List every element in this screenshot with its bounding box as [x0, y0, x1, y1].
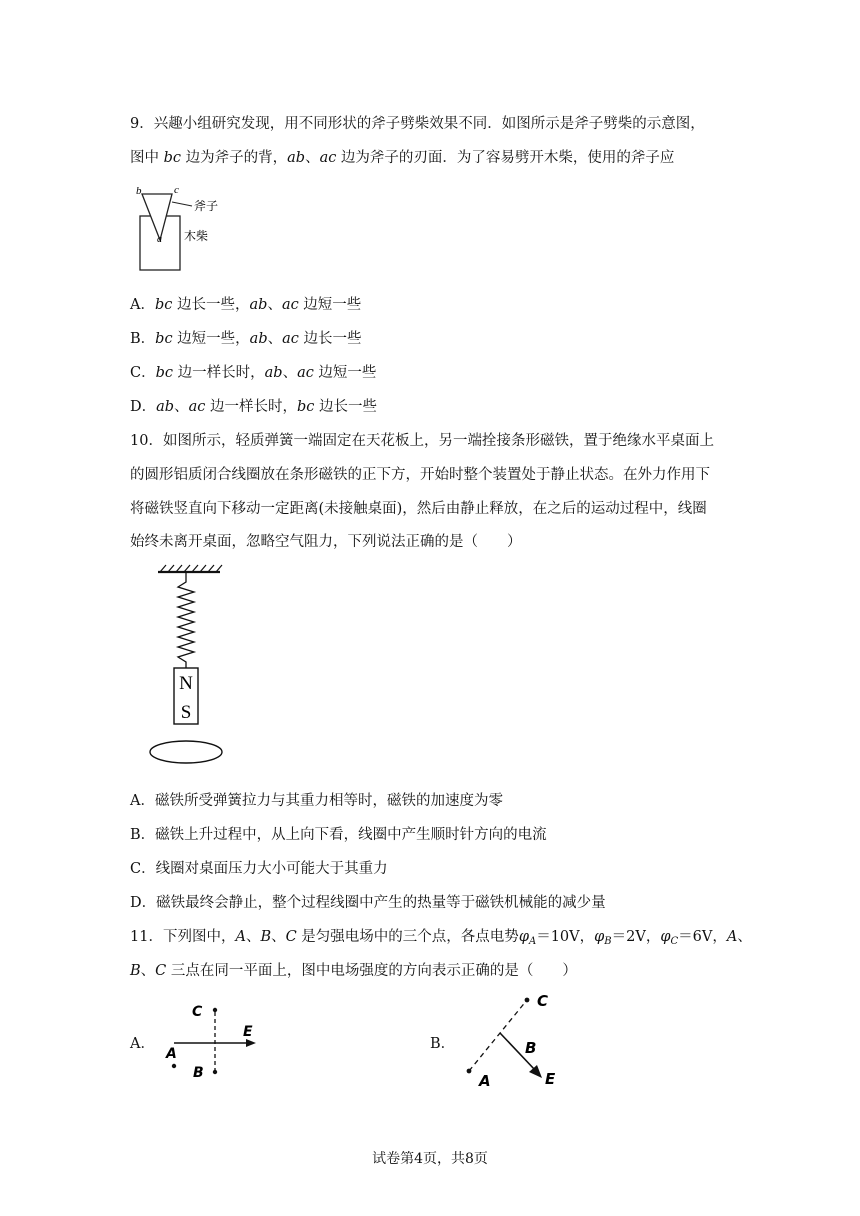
- q11-stem-line2: B、C 三点在同一平面上，图中电场强度的方向表示正确的是（ ）: [130, 963, 577, 979]
- q10-option-d[interactable]: D．磁铁最终会静止，整个过程线圈中产生的热量等于磁铁机械能的减少量: [130, 895, 606, 911]
- q11-stem-line1: 11．下列图中，A、B、C 是匀强电场中的三个点，各点电势$\varphi_A=10V$，$\varphi_B=2V$，$\varphi_C=6V$，A、: [130, 929, 752, 947]
- label-e: E: [243, 1024, 253, 1040]
- spring-magnet-figure: [140, 562, 240, 772]
- axe-leader-line: [172, 202, 192, 206]
- magnet-n-label: N: [179, 673, 193, 694]
- field-arrowhead: [246, 1039, 256, 1047]
- q10-stem-line1: 10．如图所示，轻质弹簧一端固定在天花板上，另一端拴接条形磁铁，置于绝缘水平桌面上: [130, 433, 714, 449]
- q10-stem-line4: 始终未离开桌面，忽略空气阻力，下列说法正确的是（ ）: [130, 534, 522, 550]
- q9-option-a[interactable]: A．bc 边长一些，ab、ac 边短一些: [130, 297, 362, 313]
- label-b: B: [193, 1065, 204, 1081]
- q9-option-d[interactable]: D．ab、ac 边一样长时，bc 边长一些: [130, 399, 377, 415]
- label-c: C: [192, 1004, 203, 1020]
- q10-option-b[interactable]: B．磁铁上升过程中，从上向下看，线圈中产生顺时针方向的电流: [130, 827, 547, 843]
- point-b: [213, 1070, 217, 1074]
- q9-option-b[interactable]: B．bc 边短一些，ab、ac 边长一些: [130, 331, 362, 347]
- label-axe: 斧子: [194, 199, 219, 213]
- q9-stem-line2: 图中 bc 边为斧子的背，ab、ac 边为斧子的刃面．为了容易劈开木柴，使用的斧子应: [130, 150, 675, 166]
- label-c: C: [537, 992, 549, 1010]
- point-c: [525, 998, 530, 1003]
- q10-stem-line2: 的圆形铝质闭合线圈放在条形磁铁的正下方，开始时整个装置处于静止状态。在外力作用下: [130, 467, 710, 483]
- label-wood: 木柴: [184, 229, 209, 243]
- spring-magnet-diagram: [140, 562, 240, 772]
- q10-option-a[interactable]: A．磁铁所受弹簧拉力与其重力相等时，磁铁的加速度为零: [130, 793, 503, 809]
- magnet-s-label: S: [180, 702, 192, 723]
- spring: [178, 572, 194, 668]
- label-a: A: [479, 1072, 491, 1088]
- label-a: a: [157, 234, 162, 245]
- axe-diagram: [128, 182, 248, 277]
- aluminum-coil: [150, 741, 222, 763]
- axe-figure: [128, 182, 248, 277]
- label-e: E: [545, 1070, 556, 1088]
- field-diagram-b: [455, 988, 575, 1088]
- q10-option-c[interactable]: C．线圈对桌面压力大小可能大于其重力: [130, 861, 388, 877]
- page-footer: 试卷第4页，共8页: [372, 1151, 488, 1167]
- q9-stem-line1: 9．兴趣小组研究发现，用不同形状的斧子劈柴效果不同．如图所示是斧子劈柴的示意图，: [130, 116, 705, 132]
- q11-option-b-label[interactable]: B．: [430, 1036, 456, 1052]
- point-a: [172, 1064, 176, 1068]
- q9-option-c[interactable]: C．bc 边一样长时，ab、ac 边短一些: [130, 365, 377, 381]
- label-b: b: [136, 185, 142, 197]
- q10-stem-line3: 将磁铁竖直向下移动一定距离(未接触桌面)，然后由静止释放，在之后的运动过程中，线圈: [130, 501, 707, 517]
- q11-option-a-label[interactable]: A．: [130, 1036, 155, 1052]
- label-c: c: [174, 184, 179, 196]
- equipotential-line: [469, 1000, 527, 1071]
- field-diagram-a: [160, 1000, 270, 1085]
- label-a: A: [166, 1046, 177, 1062]
- q11-option-b-figure[interactable]: [455, 988, 575, 1088]
- point-c: [213, 1008, 217, 1012]
- point-a: [467, 1069, 472, 1074]
- label-b: B: [525, 1039, 537, 1057]
- field-arrowhead: [529, 1065, 542, 1078]
- q11-option-a-figure[interactable]: [160, 1000, 270, 1085]
